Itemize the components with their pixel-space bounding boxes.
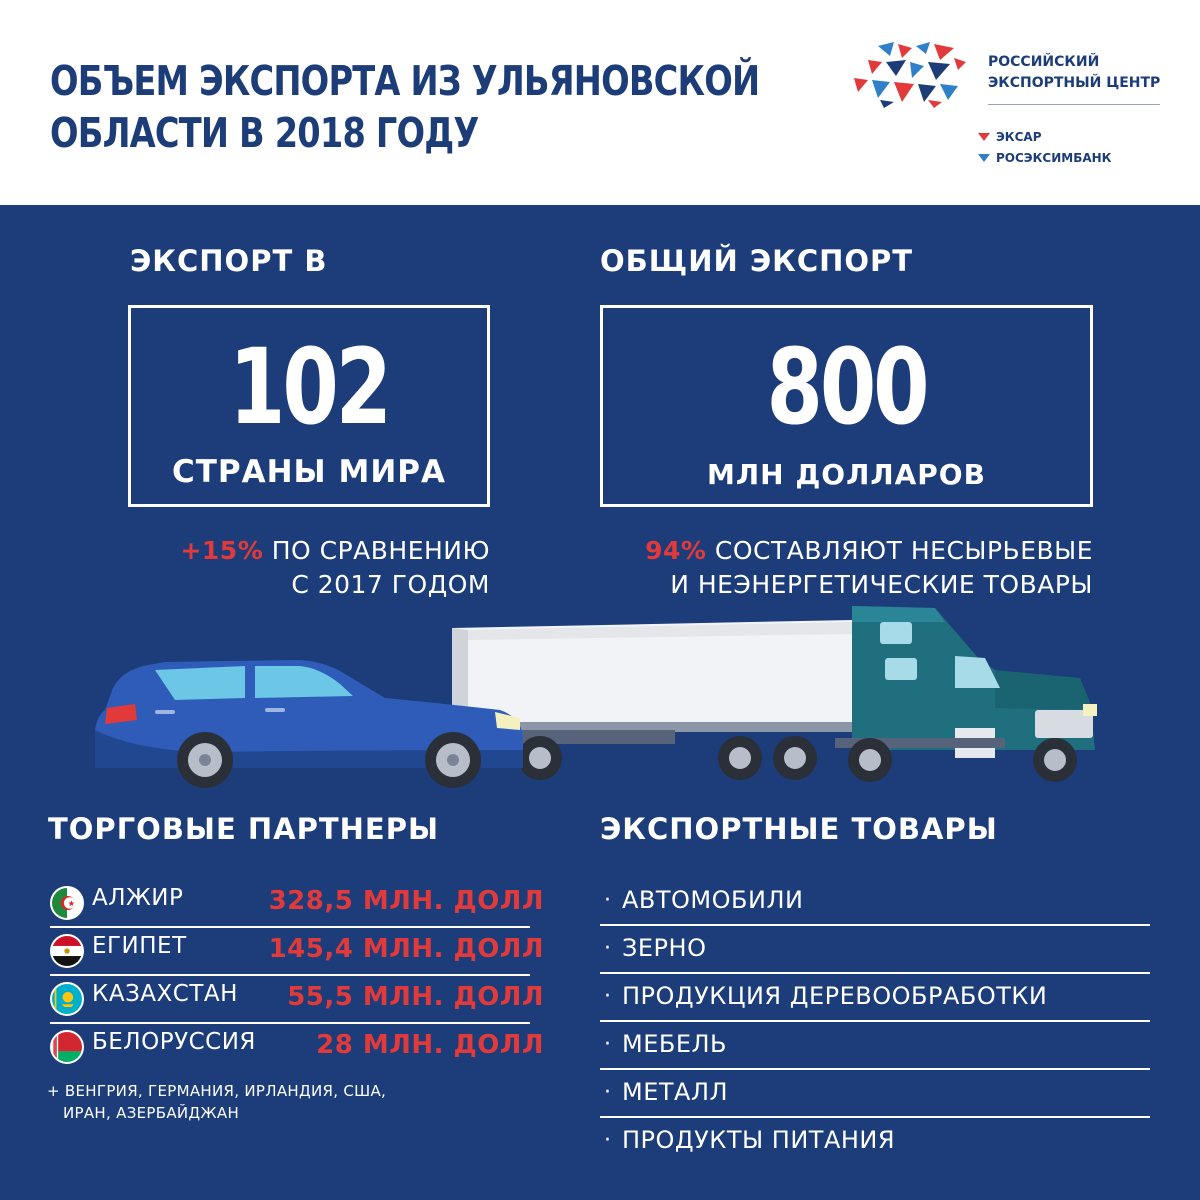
countries-growth-note-text: ПО СРАВНЕНИЮ [263, 536, 490, 565]
partner-row [50, 976, 544, 1024]
non-resource-note [645, 534, 1093, 602]
goods-bullet: · [604, 888, 611, 913]
partner-name: ЕГИПЕТ [92, 933, 187, 959]
partner-name: БЕЛОРУССИЯ [92, 1029, 256, 1055]
roseximbank-label: РОСЭКСИМБАНК [996, 151, 1112, 165]
non-resource-note-line-2: И НЕЭНЕРГЕТИЧЕСКИЕ ТОВАРЫ [670, 570, 1093, 599]
goods-item [600, 1070, 1150, 1118]
goods-bullet: · [604, 1032, 611, 1057]
goods-list [600, 878, 1150, 1166]
goods-item [600, 974, 1150, 1022]
partners-list [50, 880, 544, 1072]
partner-value: 28 МЛН. ДОЛЛ [316, 1030, 544, 1060]
total-stat-label: ОБЩИЙ ЭКСПОРТ [600, 244, 914, 278]
logo-divider [988, 104, 1160, 105]
kazakhstan-flag-icon [50, 982, 84, 1016]
vehicles-illustration [95, 600, 1105, 790]
belarus-flag-icon [50, 1030, 84, 1064]
countries-growth-note-line-1 [180, 534, 490, 568]
countries-stat-number: 102 [229, 326, 389, 448]
total-stat-unit: МЛН ДОЛЛАРОВ [707, 458, 986, 491]
roseximbank-triangle-icon [978, 154, 990, 162]
egypt-flag-icon [50, 934, 84, 968]
partner-row [50, 880, 544, 928]
countries-growth-percent: +15% [180, 536, 264, 565]
partner-name: АЛЖИР [92, 885, 184, 911]
page-title-line-2: ОБЛАСТИ В 2018 ГОДУ [50, 109, 479, 157]
partner-row [50, 928, 544, 976]
exiar-triangle-icon [978, 133, 990, 141]
goods-item [600, 926, 1150, 974]
partner-row [50, 1024, 544, 1072]
non-resource-note-text: СОСТАВЛЯЮТ НЕСЫРЬЕВЫЕ [706, 536, 1093, 565]
partner-value: 328,5 МЛН. ДОЛЛ [268, 886, 544, 916]
page-title [50, 55, 760, 159]
countries-growth-note [180, 534, 490, 602]
goods-item [600, 1118, 1150, 1166]
truck-icon [452, 606, 1097, 782]
goods-label: АВТОМОБИЛИ [622, 886, 804, 914]
total-stat-number: 800 [766, 326, 927, 448]
header [0, 0, 1200, 205]
goods-label: МЕТАЛЛ [622, 1078, 729, 1106]
algeria-flag-icon [50, 886, 84, 920]
goods-bullet: · [604, 1128, 611, 1153]
exiar-logo [978, 130, 1042, 144]
partner-value: 55,5 МЛН. ДОЛЛ [287, 982, 544, 1012]
goods-label: ПРОДУКТЫ ПИТАНИЯ [622, 1126, 896, 1154]
exiar-label: ЭКСАР [996, 130, 1042, 144]
countries-stat-box [128, 305, 490, 507]
page-title-line-1: ОБЪЕМ ЭКСПОРТА ИЗ УЛЬЯНОВСКОЙ [50, 57, 760, 105]
goods-item [600, 1022, 1150, 1070]
rec-logo-name [988, 52, 1160, 94]
countries-stat-unit: СТРАНЫ МИРА [172, 454, 446, 490]
goods-bullet: · [604, 984, 611, 1009]
goods-bullet: · [604, 1080, 611, 1105]
rec-logo-name-line-1: РОССИЙСКИЙ [988, 54, 1100, 70]
goods-item [600, 878, 1150, 926]
partners-footnote [47, 1080, 386, 1124]
total-stat-box [600, 305, 1093, 507]
rec-logo-name-line-2: ЭКСПОРТНЫЙ ЦЕНТР [988, 75, 1161, 91]
countries-growth-note-line-2: С 2017 ГОДОМ [291, 570, 490, 599]
partners-footnote-line-1: + ВЕНГРИЯ, ГЕРМАНИЯ, ИРЛАНДИЯ, США, [47, 1082, 387, 1100]
roseximbank-logo [978, 151, 1112, 165]
partners-footnote-line-2: ИРАН, АЗЕРБАЙДЖАН [63, 1104, 240, 1122]
partner-value: 145,4 МЛН. ДОЛЛ [268, 934, 544, 964]
goods-label: ПРОДУКЦИЯ ДЕРЕВООБРАБОТКИ [622, 982, 1048, 1010]
goods-bullet: · [604, 936, 611, 961]
countries-stat-label: ЭКСПОРТ В [130, 244, 328, 278]
rec-logo [850, 40, 1170, 180]
goods-title: ЭКСПОРТНЫЕ ТОВАРЫ [600, 812, 998, 846]
goods-label: ЗЕРНО [622, 934, 707, 962]
partners-title: ТОРГОВЫЕ ПАРТНЕРЫ [48, 812, 440, 846]
partner-name: КАЗАХСТАН [92, 981, 238, 1007]
goods-label: МЕБЕЛЬ [622, 1030, 728, 1058]
non-resource-note-line-1 [645, 534, 1093, 568]
non-resource-percent: 94% [645, 536, 707, 565]
rec-logo-mark-icon [850, 40, 970, 110]
